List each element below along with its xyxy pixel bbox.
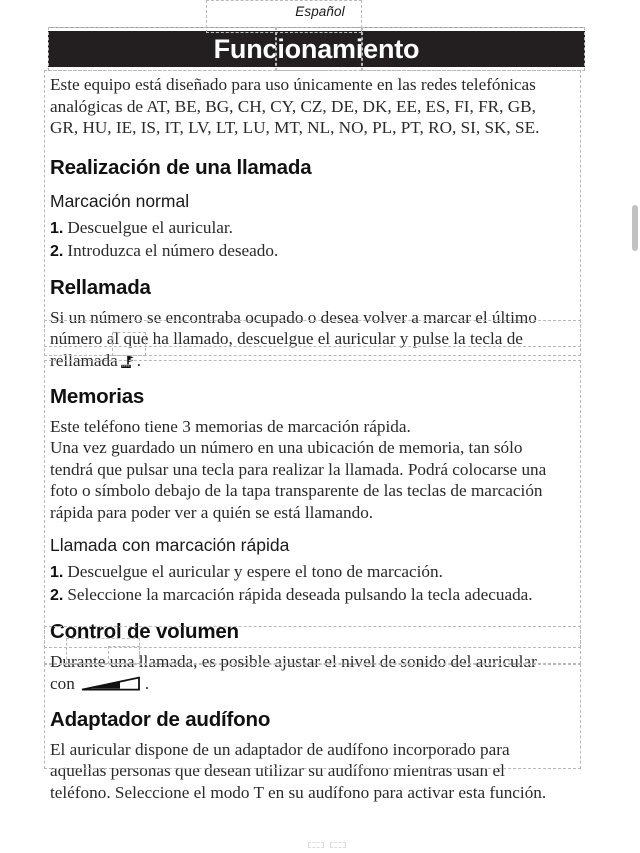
header-rule xyxy=(48,27,585,28)
steps-marcacion-normal xyxy=(50,217,580,262)
memorias-line-2: Una vez guardado un número en una ubicación de memoria, tan sólo xyxy=(50,438,523,458)
volumen-line-2-text: con xyxy=(50,673,75,693)
redial-icon xyxy=(119,353,136,367)
scrollbar-thumb[interactable] xyxy=(632,205,638,251)
scrollbar-track[interactable] xyxy=(631,0,640,853)
volumen-paragraph xyxy=(50,651,580,694)
memorias-paragraph xyxy=(50,416,580,524)
rellamada-line-3-end: . xyxy=(136,350,142,370)
adaptador-line-3: teléfono. Seleccione el modo T en su audífono para activar esta función. xyxy=(50,782,547,802)
memorias-line-3: tendrá que pulsar una tecla para realizar la llamada. Podrá colocarse una xyxy=(50,459,547,479)
section-banner xyxy=(48,31,585,67)
volumen-line-1: Durante una llamada, es posible ajustar el nivel de sonido del auricular xyxy=(50,652,537,671)
steps-marcacion-rapida xyxy=(50,561,580,606)
step-text: Seleccione la marcación rápida deseada pulsando la tecla adecuada. xyxy=(67,584,533,604)
language-label: Español xyxy=(295,4,345,19)
step-item xyxy=(50,240,580,263)
adaptador-paragraph xyxy=(50,739,580,804)
step-text: Descuelgue el auricular y espere el tono de marcación. xyxy=(67,562,443,582)
subheading-marcacion-normal: Marcación normal xyxy=(50,191,190,212)
volumen-line-2 xyxy=(50,673,580,695)
memorias-line-5: rápida para poder ver a quién se está llamando. xyxy=(50,502,374,522)
subheading-llamada-con-marcacion-rapida: Llamada con marcación rápida xyxy=(50,535,290,556)
intro-line-1: Este equipo está diseñado para uso únicamente en las redes telefónicas xyxy=(50,75,536,94)
memorias-line-4: foto o símbolo debajo de la tapa transparente de las teclas de marcación xyxy=(50,481,543,501)
rellamada-line-2: número al que ha llamado, descuelgue el auricular y pulse la tecla de xyxy=(50,329,523,349)
step-number: 1. xyxy=(50,564,64,582)
selection-box-footer-fragment-left xyxy=(308,842,324,848)
volume-wedge-icon xyxy=(80,676,142,693)
step-item xyxy=(50,561,580,584)
adaptador-line-2: aquellas personas que desean utilizar su audífono mientras usan el xyxy=(50,761,505,781)
document-content xyxy=(50,74,580,803)
intro-line-2: analógicas de AT, BE, BG, CH, CY, CZ, DE, DK, EE, ES, FI, FR, GB, xyxy=(50,96,536,116)
intro-line-3: GR, HU, IE, IS, IT, LV, LT, LU, MT, NL, NO, PL, PT, RO, SI, SK, SE. xyxy=(50,118,540,137)
step-text: Descuelgue el auricular. xyxy=(67,218,233,238)
adaptador-line-1: El auricular dispone de un adaptador de audífono incorporado para xyxy=(50,739,510,759)
heading-rellamada: Rellamada xyxy=(50,276,151,300)
heading-adaptador-de-audifono: Adaptador de audífono xyxy=(50,708,271,731)
step-item xyxy=(50,584,580,607)
memorias-line-1: Este teléfono tiene 3 memorias de marcación rápida. xyxy=(50,416,411,436)
rellamada-line-1: Si un número se encontraba ocupado o desea volver a marcar el último xyxy=(50,307,537,327)
heading-realizacion-de-una-llamada: Realización de una llamada xyxy=(50,155,312,179)
rellamada-line-3-text: rellamada xyxy=(50,350,118,370)
selection-box-footer-fragment-right xyxy=(330,842,346,848)
step-text: Introduzca el número deseado. xyxy=(67,240,279,260)
step-number: 2. xyxy=(50,586,64,604)
volumen-line-2-end: . xyxy=(144,673,150,693)
heading-memorias: Memorias xyxy=(50,385,145,409)
step-item xyxy=(50,217,580,240)
heading-control-de-volumen: Control de volumen xyxy=(50,620,239,644)
banner-title: Funcionamiento xyxy=(213,33,420,64)
rellamada-line-3 xyxy=(50,350,580,372)
intro-paragraph xyxy=(50,74,580,139)
step-number: 1. xyxy=(50,220,64,238)
step-number: 2. xyxy=(50,242,64,260)
rellamada-paragraph xyxy=(50,307,580,372)
